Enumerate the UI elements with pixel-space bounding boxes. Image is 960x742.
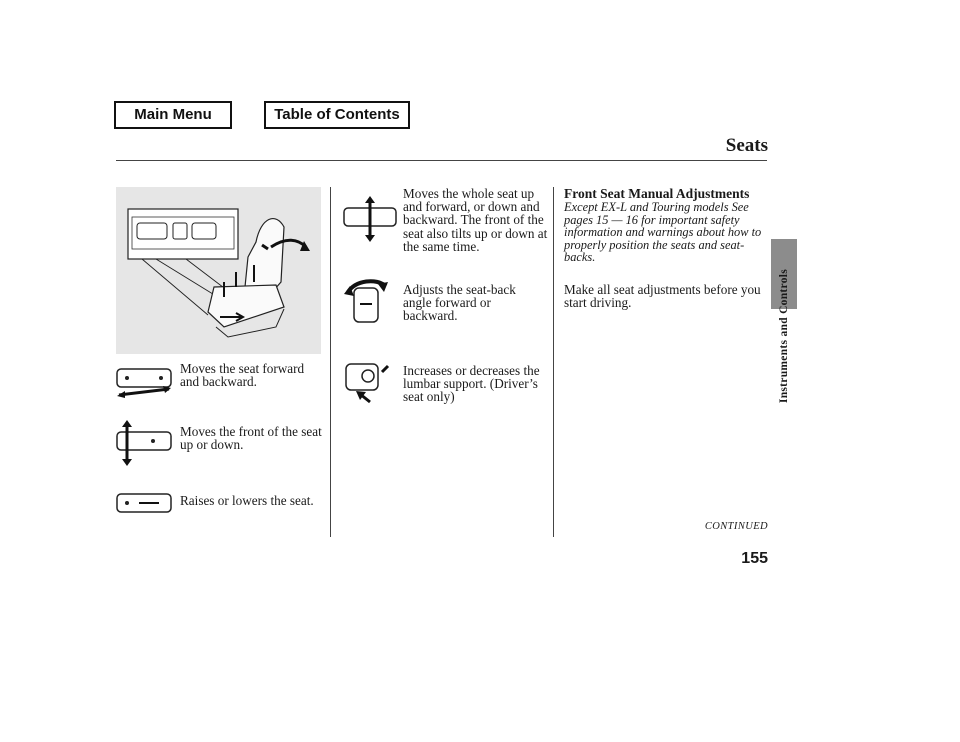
column-divider-right: [553, 187, 554, 537]
table-of-contents-button[interactable]: Table of Contents: [264, 101, 410, 129]
slide-description: Moves the seat forward and backward.: [180, 361, 305, 390]
section-title: Front Seat Manual Adjustments: [564, 186, 750, 201]
header-rule: [116, 160, 767, 161]
main-menu-button[interactable]: Main Menu: [114, 101, 232, 129]
section-body: Make all seat adjustments before you start driving.: [564, 282, 761, 311]
continued-label: CONTINUED: [704, 521, 768, 532]
section-side-label: Instruments and Controls: [778, 268, 790, 404]
lumbar-knob-icon: [342, 360, 390, 404]
section-note: Except EX-L and Touring models See pages 15 — 16 for important safety information and warnings about how to properly position the seats and seat-backs.: [564, 200, 762, 264]
seat-illustration: [116, 187, 321, 354]
seat-height-lever-icon: [113, 484, 175, 520]
seat-height-description: Raises or lowers the seat.: [180, 493, 314, 508]
column-divider-left: [330, 187, 331, 537]
seat-diagram-icon: [116, 187, 321, 354]
recline-description: Adjusts the seat-back angle forward or backward.: [403, 282, 516, 324]
slide-lever-icon: [113, 365, 175, 401]
whole-seat-lever-icon: [340, 196, 400, 242]
page-number: 155: [741, 550, 768, 567]
lumbar-description: Increases or decreases the lumbar support. (Driver’s seat only): [403, 363, 540, 405]
whole-seat-description: Moves the whole seat up and forward, or down and backward. The front of the seat also tilts up or down at the same time.: [403, 186, 548, 254]
recline-lever-icon: [342, 274, 390, 326]
front-height-description: Moves the front of the seat up or down.: [180, 424, 322, 453]
page-title: Seats: [725, 135, 768, 156]
front-height-lever-icon: [113, 420, 175, 466]
